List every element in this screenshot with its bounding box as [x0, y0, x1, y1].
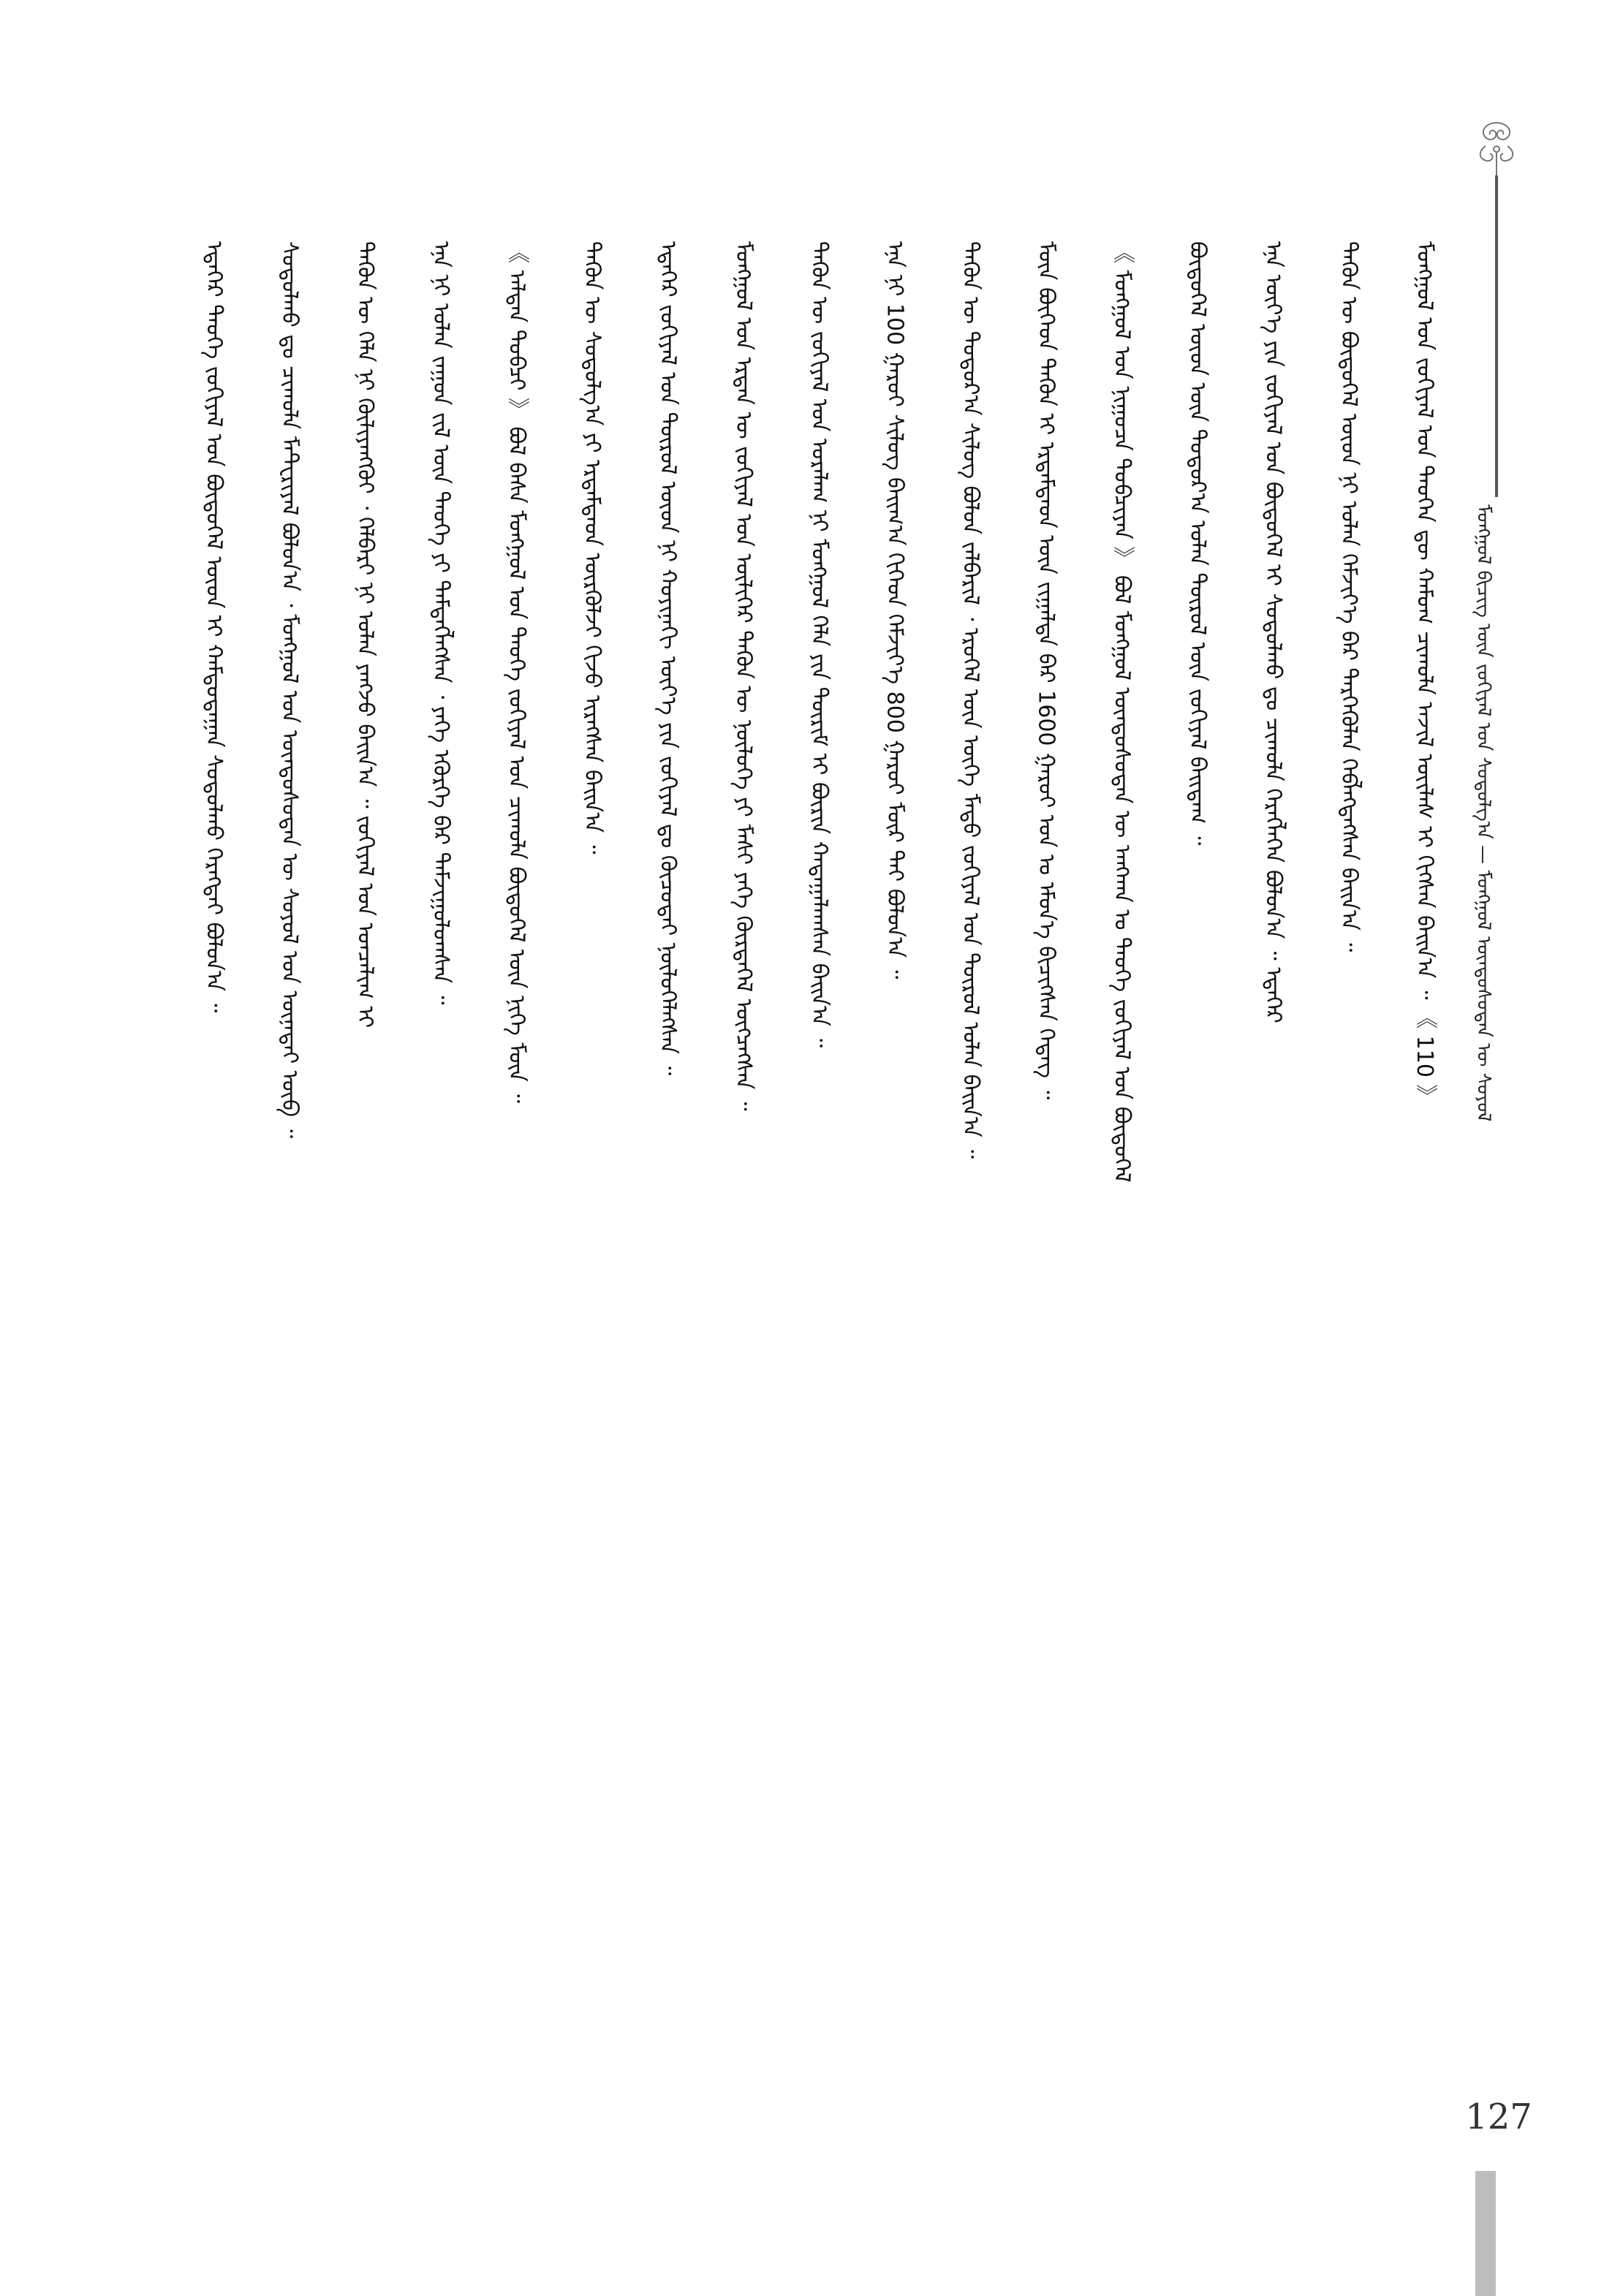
- text-column: ᠡᠨᠡ ᠨᠢ ᠣᠯᠠᠨ ᠵᠠᠭᠤᠨ ᠵᠢᠯ ᠦᠨ ᠲᠡᠦᠬᠡ ᠶᠢ ᠲᠡᠮᠳᠡᠭᠯᠡᠭᠰᠡᠨ ᠂ ᠶᠡᠬᠡ ᠡᠭᠦᠷᠭᠡ ᠪᠡᠷ ᠳᠠᠮᠵᠢᠭᠤᠯᠤᠭᠰᠠᠨ ᠃: [428, 241, 454, 1005]
- text-column: ᠮᠥᠨ ᠪᠥᠭᠡᠳ ᠲᠡᠭᠦᠨ ᠢ ᠡᠷᠳᠡᠮᠲᠡᠳ ᠦᠨ ᠵᠢᠭᠠᠯᠲᠠ ᠪᠡᠷ 1600 ᠭᠠᠷᠤᠢ ᠣᠨ ᠤ ᠡᠮᠦᠨ᠎ᠡ ᠪᠢᠴᠢᠭᠰᠡᠨ ᠭᠡᠳᠡᠭ ᠃: [1033, 241, 1059, 1100]
- text-column: ᠪᠦᠲᠦᠭᠡᠯ ᠦᠳ ᠦᠨ ᠳᠣᠲᠣᠷ᠎ᠠ ᠣᠯᠠᠨ ᠲᠥᠷᠦᠯ ᠦᠨ ᠵᠣᠬᠢᠶᠠᠯ ᠪᠠᠢᠳᠠᠭ ᠃: [1184, 241, 1211, 846]
- text-column: ᠡᠳᠡᠭᠡᠷ ᠵᠣᠬᠢᠶᠠᠯ ᠤᠨ ᠲᠥᠷᠦᠯ ᠦᠳ ᠨᠢ ᠬᠣᠶᠢᠨᠠᠬᠢ ᠦᠶ᠎ᠡ ᠶᠢᠨ ᠵᠣᠬᠢᠶᠠᠯ ᠳᠤ ᠬᠦᠴᠦᠲᠡᠢ ᠨᠥᠯᠦᠭᠡᠯᠡᠭᠰᠡᠨ ᠃: [655, 241, 681, 1076]
- text-column: ᠲᠡᠭᠦᠨ ᠦ ᠪᠦᠲᠦᠭᠡᠯ ᠦᠳ ᠨᠢ ᠣᠯᠠᠨ ᠬᠡᠮᠵᠢᠶ᠎ᠡ ᠪᠡᠷ ᠲᠡᠷᠭᠡᠭᠦᠯᠡᠨ ᠬᠡᠪᠯᠡᠭᠳᠡᠭᠰᠡᠨ ᠪᠠᠢᠨ᠎ᠠ ᠃: [1336, 241, 1362, 952]
- text-column: ᠰᠤᠳᠤᠯᠬᠤ ᠳᠤ ᠴᠢᠬᠤᠯᠠ ᠮᠠᠲᠧᠷᠢᠶᠠᠯ ᠪᠣᠯᠤᠨ᠎ᠠ ᠂ ᠮᠣᠩᠭᠣᠯ ᠤᠨ ᠦᠨᠳᠦᠰᠦᠲᠡᠨ ᠦ ᠰᠣᠶᠣᠯ ᠤᠨ ᠦᠨᠡᠲᠡᠢ ᠥᠪ ᠃: [276, 241, 303, 1139]
- text-column: ᠲᠡᠭᠦᠨ ᠦ ᠵᠣᠬᠢᠶᠠᠯ ᠤᠨ ᠤᠷᠠᠯᠠᠭ ᠨᠢ ᠮᠣᠩᠭᠣᠯ ᠬᠡᠯᠡ ᠶᠢᠨ ᠳᠦᠷᠢᠮ ᠢ ᠪᠦᠷᠢᠨ ᠬᠠᠳᠠᠭᠠᠯᠠᠭᠰᠠᠨ ᠪᠠᠢᠨ᠎ᠠ ᠃: [806, 241, 832, 1048]
- text-column: ᠡᠳᠡᠭᠡᠷ ᠲᠡᠦᠬᠡ ᠵᠣᠬᠢᠶᠠᠯ ᠤᠨ ᠪᠦᠲᠦᠭᠡᠯ ᠦᠳ ᠢ ᠬᠠᠮᠲᠤᠳᠠᠭᠠᠨ ᠰᠤᠳᠤᠯᠬᠤ ᠬᠡᠷᠡᠭᠲᠡᠢ ᠪᠣᠯᠤᠨ᠎ᠠ ᠃: [201, 241, 227, 1013]
- text-column: ᠲᠡᠭᠦᠨ ᠦ ᠳᠣᠲᠣᠷ᠎ᠠ ᠰᠢᠯᠦᠭ ᠪᠣᠯᠤᠨ ᠵᠠᠯᠪᠠᠷᠢᠯ ᠂ ᠡᠷᠦᠭᠡᠯ ᠦᠨ ᠦᠭᠡ ᠮᠡᠳᠦ ᠵᠣᠬᠢᠶᠠᠯ ᠤᠨ ᠲᠥᠷᠦᠯ ᠣᠯᠠᠨ ᠪᠠᠢᠨ᠎ᠠ ᠃: [958, 241, 983, 1159]
- text-column: ᠮᠣᠩᠭᠣᠯ ᠤᠨ ᠡᠷᠲᠡᠨ ᠦ ᠵᠣᠬᠢᠶᠠᠯ ᠤᠨ ᠦᠯᠢᠭᠡᠷ ᠲᠡᠭᠦᠨ ᠦ ᠨᠥᠯᠦᠭᠡ ᠶᠢ ᠮᠠᠰᠢ ᠶᠡᠬᠡ ᠬᠦᠷᠲᠡᠭᠡᠯ ᠦᠭᠴᠡᠭᠰᠡᠨ ᠃: [730, 241, 757, 1111]
- text-column: ᠲᠡᠭᠦᠨ ᠦ ᠬᠡᠯᠡ ᠨᠢ ᠬᠦᠯᠢᠶᠡᠩᠭᠦᠢ ᠂ ᠬᠡᠯᠪᠡᠷᠢ ᠨᠢ ᠣᠯᠠᠨ ᠶᠠᠩᠵᠤ ᠪᠠᠢᠨ᠎ᠠ ᠃ ᠵᠣᠬᠢᠶᠠᠯ ᠤᠨ ᠤᠨᠴᠠᠯᠢᠭ ᠢ: [352, 241, 378, 1028]
- page-edge-tab: [1475, 2171, 1496, 2296]
- running-header: ᠮᠣᠩᠭᠣᠯ ᠪᠢᠴᠢᠭ ᠦᠨ ᠵᠣᠬᠢᠶᠠᠯ ᠤᠨ ᠰᠤᠳᠤᠯᠭ᠎ᠠ — ᠮᠣᠩᠭᠣᠯ ᠦᠨᠳᠦᠰᠦᠲᠡᠨ ᠦ ᠰᠣᠶᠣᠯ: [1472, 504, 1494, 1122]
- text-column: ᠡᠨᠡ ᠨᠢ 100 ᠭᠠᠷᠤᠢ ᠰᠢᠯᠦᠭ ᠪᠠᠢᠭ᠎ᠠ ᠬᠢᠭᠡᠳ ᠬᠡᠮᠵᠢᠶ᠎ᠡ 800 ᠭᠠᠷᠤᠢ ᠮᠥᠷ ᠲᠠᠢ ᠪᠣᠯᠤᠨ᠎ᠠ ᠃: [882, 241, 908, 980]
- header-rule: [1495, 175, 1498, 497]
- body-text: [197, 241, 1440, 2054]
- text-column: 《 ᠠᠯᠲᠠᠨ ᠲᠣᠪᠴᠢ 》 ᠪᠣᠯ ᠪᠠᠰᠠ ᠮᠣᠩᠭᠣᠯ ᠤᠨ ᠲᠡᠦᠬᠡ ᠵᠣᠬᠢᠶᠠᠯ ᠤᠨ ᠴᠢᠬᠤᠯᠠ ᠪᠦᠲᠦᠭᠡᠯ ᠦᠨ ᠨᠢᠭᠡ ᠮᠥᠨ ᠃: [504, 241, 529, 1104]
- text-column: ᠲᠡᠭᠦᠨ ᠦ ᠰᠤᠳᠤᠯᠭ᠎ᠠ ᠶᠢ ᠡᠷᠳᠡᠮᠲᠡᠳ ᠦᠷᠭᠦᠯᠵᠢ ᠬᠢᠵᠦ ᠢᠷᠡᠭᠰᠡᠨ ᠪᠠᠢᠨ᠎ᠠ ᠃: [579, 241, 605, 855]
- text-column: ᠮᠣᠩᠭᠣᠯ ᠤᠨ ᠵᠣᠬᠢᠶᠠᠯ ᠤᠨ ᠲᠡᠦᠬᠡᠨ ᠳᠦ ᠬᠠᠮᠤᠭ ᠴᠢᠬᠤᠯᠠ ᠠᠵᠢᠯ ᠦᠢᠯᠡᠰ ᠢ ᠬᠢᠭᠰᠡᠨ ᠪᠠᠢᠨ᠎ᠠ ᠃ 《 110 》: [1412, 241, 1437, 1107]
- text-column: 《 ᠮᠣᠩᠭᠣᠯ ᠤᠨ ᠨᠢᠭᠤᠴᠠ ᠲᠣᠪᠴᠢᠶᠠᠨ 》 ᠪᠣᠯ ᠮᠣᠩᠭᠣᠯ ᠦᠨᠳᠦᠰᠦᠲᠡᠨ ᠦ ᠠᠩᠬᠠᠨ ᠤ ᠲᠡᠦᠬᠡ ᠵᠣᠬᠢᠶᠠᠯ ᠤᠨ ᠪᠦᠲᠦᠭᠡᠯ: [1109, 241, 1135, 1183]
- text-column: ᠡᠨᠡ ᠦᠶ᠎ᠡ ᠶᠢᠨ ᠵᠣᠬᠢᠶᠠᠯ ᠤᠨ ᠪᠦᠲᠦᠭᠡᠯ ᠢ ᠰᠤᠳᠤᠯᠬᠤ ᠳᠤ ᠴᠢᠬᠤᠯᠠ ᠬᠡᠷᠡᠭᠯᠡᠭᠡᠨ ᠪᠣᠯᠤᠨ᠎ᠠ ᠃ ᠡᠳᠡᠭᠡᠷ: [1260, 241, 1286, 1023]
- header-ornament-icon: [1464, 117, 1529, 183]
- page-number: 127: [1465, 2096, 1532, 2137]
